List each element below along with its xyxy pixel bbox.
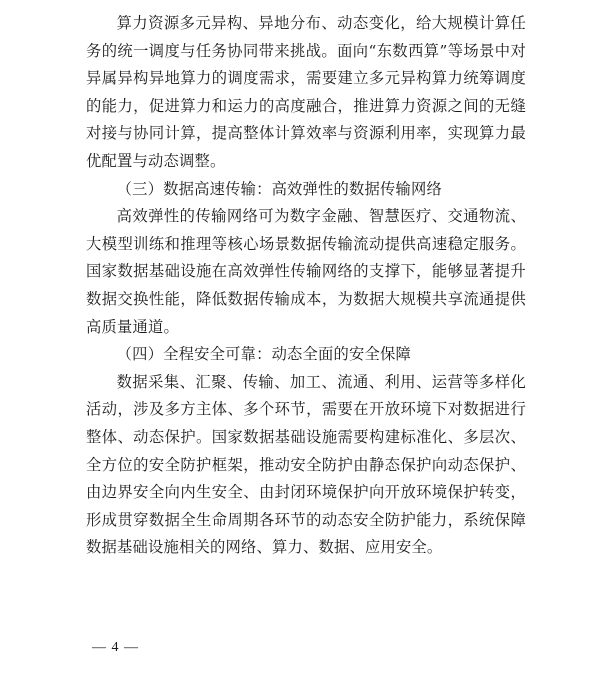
- document-body: [86, 10, 526, 562]
- paragraph-security: 数据采集、汇聚、传输、加工、流通、利用、运营等多样化活动，涉及多方主体、多个环节，需要在开放环境下对数据进行整体、动态保护。国家数据基础设施需要构建标准化、多层次、全方位的安全防护框架，推动安全防护由静态保护向动态保护、由边界安全向内生安全、由封闭环境保护向开放环境保护转变，形成贯穿数据全生命周期各环节的动态安全防护能力，系统保障数据基础设施相关的网络、算力、数据、应用安全。: [86, 372, 526, 557]
- page-number: — 4 —: [92, 640, 139, 655]
- section-heading-security: （四）全程安全可靠：动态全面的安全保障: [116, 345, 412, 364]
- section-heading-data-transmission: （三）数据高速传输：高效弹性的数据传输网络: [116, 179, 443, 198]
- paragraph-compute-scheduling: 算力资源多元异构、异地分布、动态变化，给大规模计算任务的统一调度与任务协同带来挑战。面向“东数西算”等场景中对异属异构异地算力的调度需求，需要建立多元异构算力统筹调度的能力，促进算力和运力的高度融合，推进算力资源之间的无缝对接与协同计算，提高整体计算效率与资源利用率，实现算力最优配置与动态调整。: [86, 14, 526, 170]
- paragraph-data-transmission: 高效弹性的传输网络可为数字金融、智慧医疗、交通物流、大模型训练和推理等核心场景数据传输流动提供高速稳定服务。国家数据基础设施在高效弹性传输网络的支撑下，能够显著提升数据交换性能，降低数据传输成本，为数据大规模共享流通提供高质量通道。: [86, 207, 526, 336]
